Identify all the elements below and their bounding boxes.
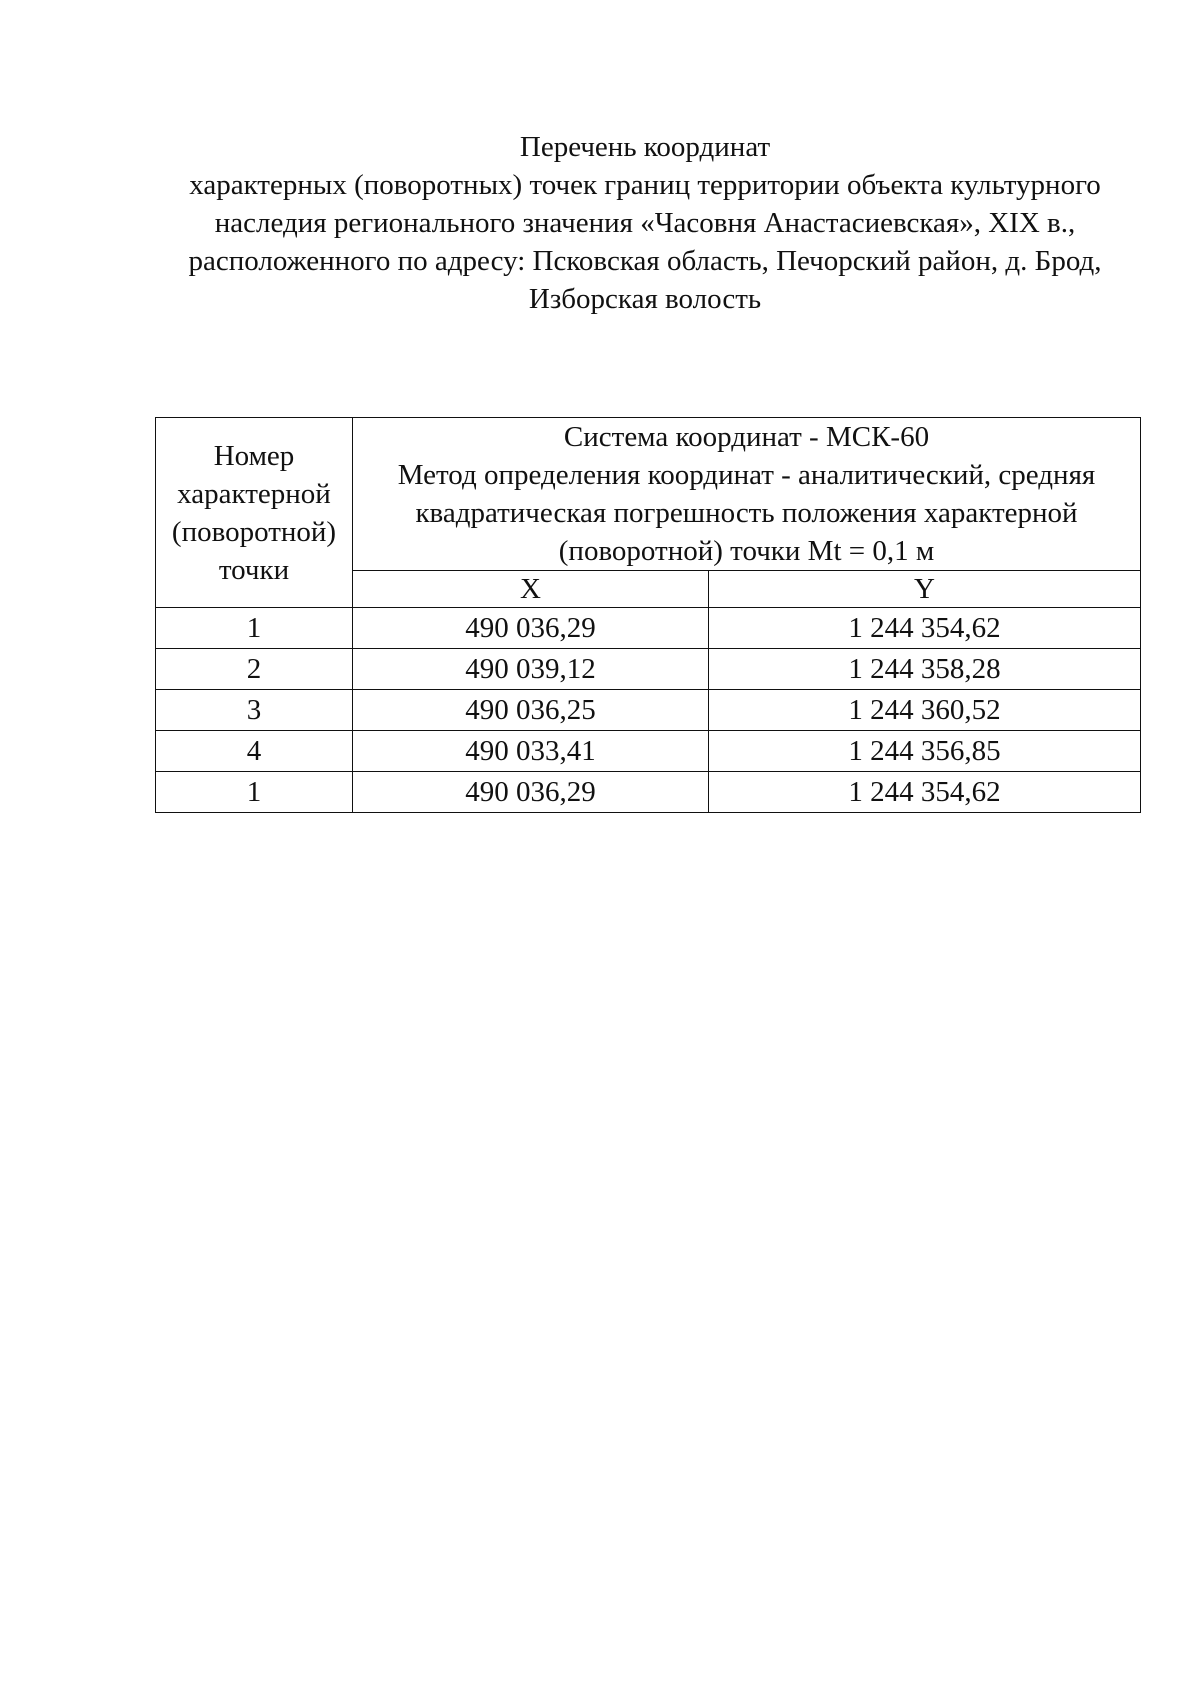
point-number-header-line: (поворотной) (171, 515, 337, 548)
document-title (150, 128, 1140, 318)
point-number-cell: 3 (156, 690, 353, 731)
method-line: Метод определения координат - аналитический, средняя (397, 459, 1096, 491)
y-value-cell: 1 244 354,62 (709, 772, 1141, 813)
coordinates-table (155, 417, 1141, 813)
y-column-header: Y (709, 571, 1141, 608)
table-row (156, 649, 1141, 690)
x-value-cell: 490 036,29 (353, 772, 709, 813)
point-number-header-line: характерной (177, 477, 331, 510)
table-row (156, 608, 1141, 649)
point-number-header (156, 418, 353, 608)
title-line-2: характерных (поворотных) точек границ территории объекта культурного (189, 169, 1101, 201)
point-number-header-line: точки (218, 553, 290, 586)
y-value-cell: 1 244 360,52 (709, 690, 1141, 731)
title-line-3: наследия регионального значения «Часовня Анастасиевская», XIX в., (214, 207, 1076, 239)
table-row (156, 731, 1141, 772)
point-number-cell: 1 (156, 772, 353, 813)
y-value-cell: 1 244 354,62 (709, 608, 1141, 649)
y-value-cell: 1 244 358,28 (709, 649, 1141, 690)
title-line-1: Перечень координат (519, 131, 771, 163)
coordinate-system-line: Система координат - МСК-60 (563, 421, 930, 453)
table-row (156, 772, 1141, 813)
method-line: квадратическая погрешность положения характерной (415, 497, 1078, 529)
x-value-cell: 490 036,29 (353, 608, 709, 649)
x-value-cell: 490 033,41 (353, 731, 709, 772)
x-column-header: X (353, 571, 709, 608)
point-number-cell: 1 (156, 608, 353, 649)
coordinate-system-header (353, 418, 1141, 571)
point-number-cell: 4 (156, 731, 353, 772)
method-line: (поворотной) точки Mt = 0,1 м (558, 535, 935, 567)
x-value-cell: 490 036,25 (353, 690, 709, 731)
title-line-4: расположенного по адресу: Псковская область, Печорский район, д. Брод, (188, 245, 1102, 277)
table-row (156, 690, 1141, 731)
table-header-row (156, 418, 1141, 571)
point-number-cell: 2 (156, 649, 353, 690)
y-value-cell: 1 244 356,85 (709, 731, 1141, 772)
point-number-header-line: Номер (213, 439, 295, 472)
x-value-cell: 490 039,12 (353, 649, 709, 690)
title-line-5: Изборская волость (528, 283, 762, 315)
